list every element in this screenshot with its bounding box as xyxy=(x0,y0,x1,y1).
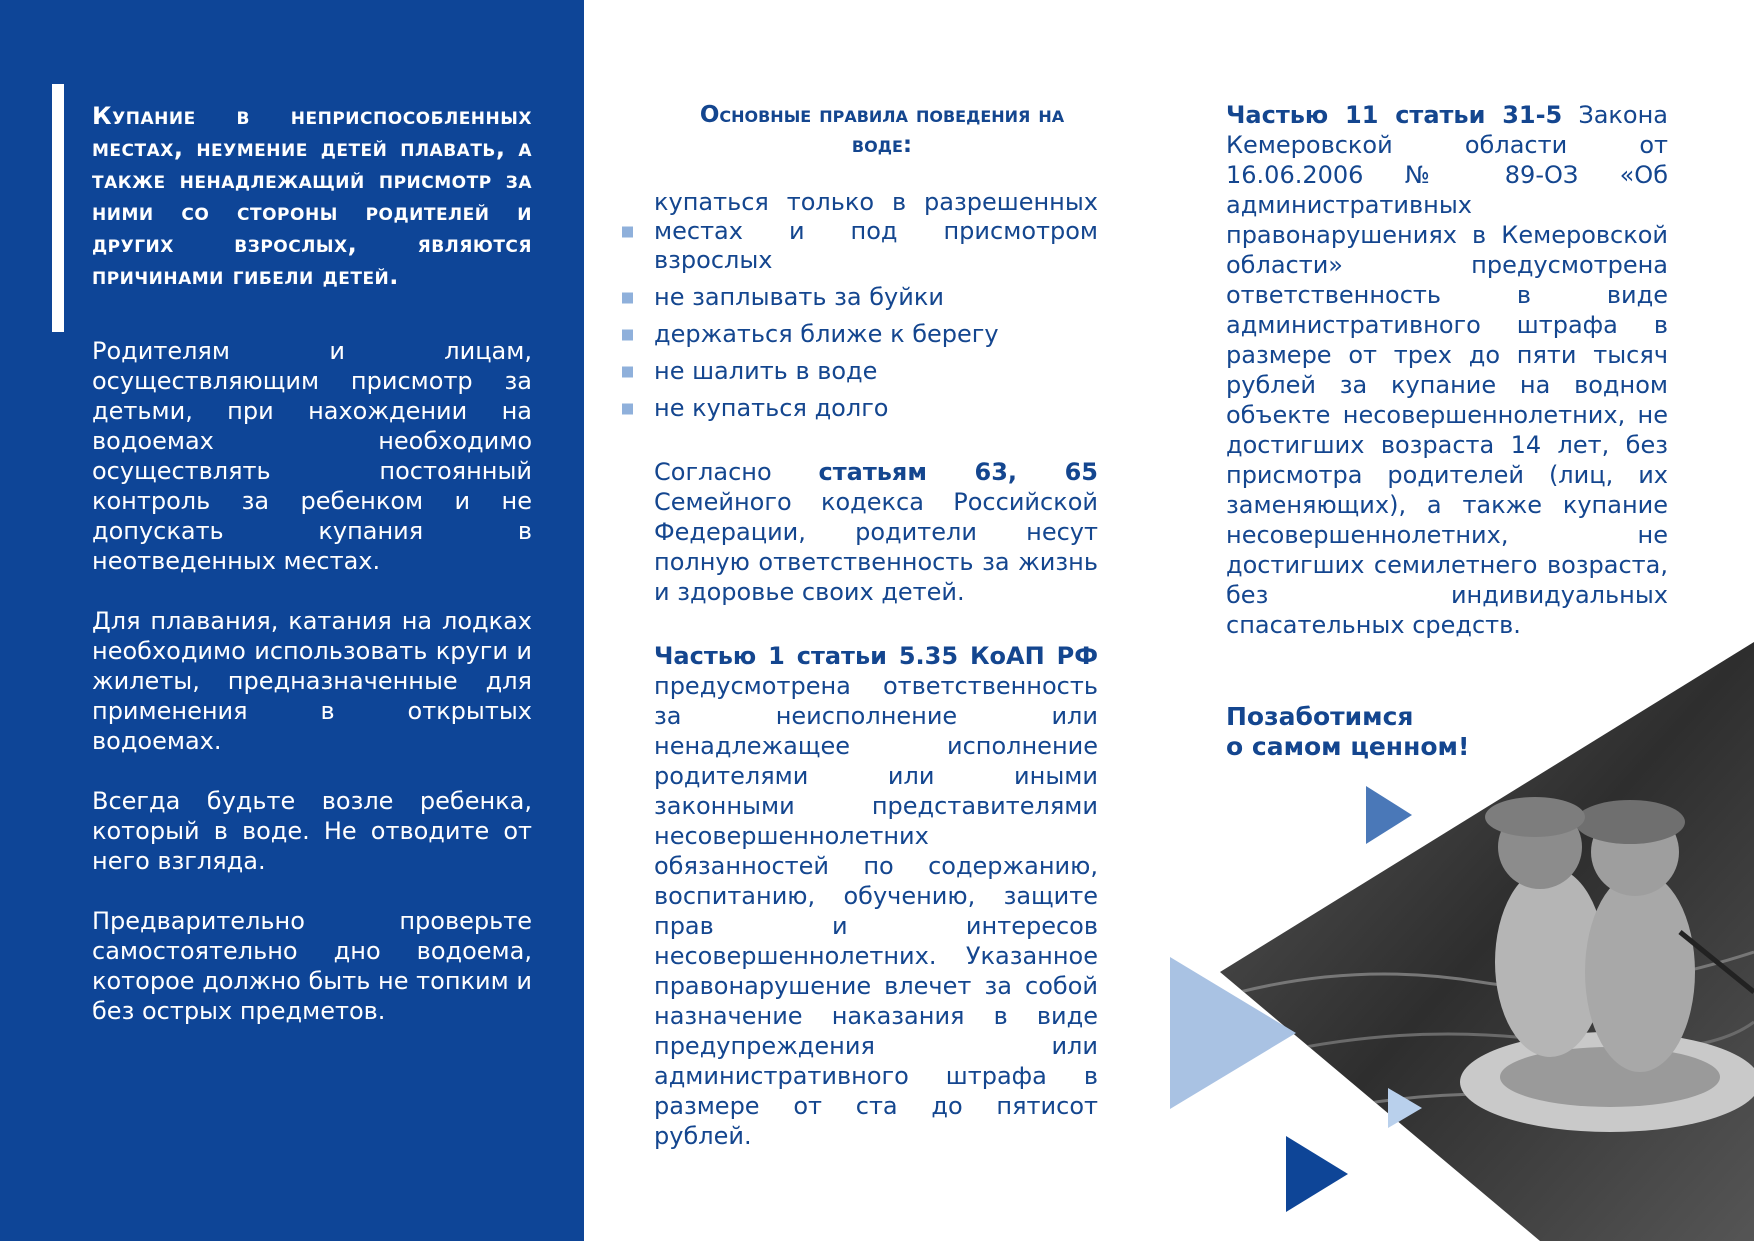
left-paragraph-3: Всегда будьте возле ребенка, который в воде. Не отводите от него взгляда. xyxy=(92,787,532,875)
family-code-paragraph xyxy=(654,457,1098,607)
family-code-prefix: Согласно xyxy=(654,458,772,486)
rule-text: не купаться долго xyxy=(654,394,889,422)
square-bullet-icon xyxy=(622,366,633,377)
koap-text: предусмотрена ответственность за неисполнение или ненадлежащее исполнение родителями или иными законными представителями несовершеннолетних обязанностей по содержанию, воспитанию, обучению, защите прав и интересов несовершеннолетних. Указанное правонарушение влечет за собой назначение наказания в виде предупреждения или административного штрафа в размере от ста до пятисот рублей. xyxy=(654,672,1098,1150)
rule-item xyxy=(654,394,1098,423)
koap-paragraph xyxy=(654,641,1098,1151)
rule-text: купаться только в разрешенных местах и под присмотром взрослых xyxy=(654,188,1098,274)
rules-title: Основные правила поведения на воде: xyxy=(699,102,1065,158)
family-code-text: Семейного кодекса Российской Федерации, родители несут полную ответственность за жизнь и здоровье своих детей. xyxy=(654,488,1098,606)
left-paragraph-4: Предварительно проверьте самостоятельно дно водоема, которое должно быть не топким и без острых предметов. xyxy=(92,907,532,1025)
right-column xyxy=(1226,100,1668,674)
children-swimming-photo xyxy=(1160,632,1754,1241)
rule-text: держаться ближе к берегу xyxy=(654,320,999,348)
rule-item xyxy=(654,320,1098,349)
regional-law-paragraph xyxy=(1226,100,1668,640)
rule-item xyxy=(654,188,1098,275)
middle-column xyxy=(654,100,1098,1185)
left-paragraph-1: Родителям и лицам, осуществляющим присмотр за детьми, при нахождении на водоемах необходимо осуществлять постоянный контроль за ребенком и не допускать купания в неотведенных местах. xyxy=(92,337,532,575)
square-bullet-icon xyxy=(622,403,633,414)
square-bullet-icon xyxy=(622,292,633,303)
rule-item xyxy=(654,283,1098,312)
regional-law-article: Частью 11 статьи 31-5 xyxy=(1226,101,1563,129)
rules-list xyxy=(654,188,1098,423)
rule-text: не заплывать за буйки xyxy=(654,283,944,311)
regional-law-text: Закона Кемеровской области от 16.06.2006 № 89-ОЗ «Об административных правонарушениях в Кемеровской области» предусмотрена ответственность в виде административного штрафа в размере от трех до пяти тысяч рублей за купание на водном объекте несовершеннолетних, не достигших возраста 14 лет, без присмотра родителей (лиц, их заменяющих), а также купание несовершеннолетних, не достигших семилетнего возраста, без индивидуальных спасательных средств. xyxy=(1226,101,1668,639)
rule-text: не шалить в воде xyxy=(654,357,878,385)
slogan-line-2: о самом ценном! xyxy=(1226,732,1470,761)
triangle-dark-icon xyxy=(1286,1136,1348,1212)
left-paragraph-2: Для плавания, катания на лодках необходимо использовать круги и жилеты, предназначенные для применения в открытых водоемах. xyxy=(92,607,532,755)
rule-item xyxy=(654,357,1098,386)
accent-bar xyxy=(52,84,64,332)
family-code-articles: статьям 63, 65 xyxy=(818,458,1098,486)
slogan-line-1: Позаботимся xyxy=(1226,702,1414,731)
koap-article: Частью 1 статьи 5.35 КоАП РФ xyxy=(654,642,1098,670)
square-bullet-icon xyxy=(622,329,633,340)
left-column xyxy=(92,100,532,1056)
lead-warning: Купание в неприспособленных местах, неумение детей плавать, а также ненадлежащий присмотр за ними со стороны родителей и других взрослых, являются причинами гибели детей. xyxy=(92,102,532,290)
triangle-play-icon xyxy=(1366,786,1412,844)
square-bullet-icon xyxy=(622,226,633,237)
